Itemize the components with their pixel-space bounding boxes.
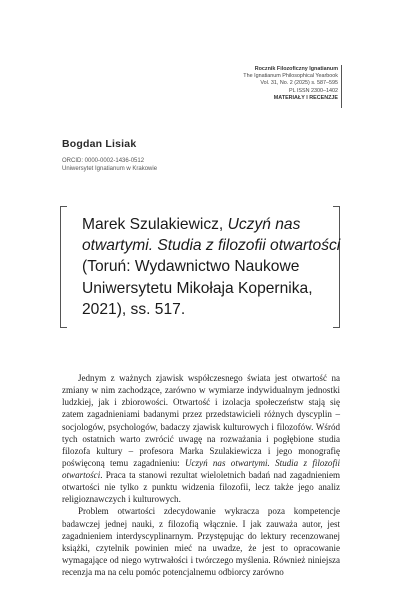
journal-name: Rocznik Filozoficzny Ignatianum [254,66,338,72]
title-publication-info: (Toruń: Wydawnictwo Naukowe Uniwersytetu Mikołaja Kopernika, 2021), ss. 517. [82,258,313,318]
author-affiliation: Uniwersytet Ignatianum w Krakowie [62,166,158,172]
paragraph-1-text-a: Jednym z ważnych zjawisk współczesnego świata jest otwartość na zmiany w nim zachodzące, zarówno w wymiarze indywidualnym jednostki ludzkiej, jak i zbiorowości. Otwartość i izolacja społeczeństw stają się zatem zagadnieniami badanymi przez przedstawicieli różnych dyscyplin – socjologów, psychologów, badaczy zjawisk kulturowych i filozofów. Wśród tych ostatnich warto zwrócić uwagę na rozważania i pogłębione studia filozofa kultury – profesora Marka Szulakiewicza i jego monografię poświęconą temu zagadnieniu: [62,373,340,468]
paragraph-1-text-b: . Praca ta stanowi rezultat wieloletnich badań nad zagadnieniem otwartości nie tylko z punktu widzenia filozofii, lecz także jego analiz religioznawczych i kulturowych. [62,470,340,505]
article-body [62,372,340,578]
title-book-italic: Uczyń nas otwartymi. Studia z filozofii otwartości [82,216,341,255]
journal-issn: PL ISSN 2300–1402 [289,87,338,94]
journal-header [188,66,338,102]
author-affiliation-block [62,157,157,173]
title-author: Marek Szulakiewicz, [82,216,228,233]
journal-english-name: The Ignatianum Philosophical Yearbook [243,73,338,80]
paragraph-1 [62,372,340,505]
author-name: Bogdan Lisiak [62,138,137,150]
journal-header-rule [341,65,342,108]
paragraph-2: Problem otwartości zdecydowanie wykracza poza kompetencje badawczej jednej nauki, z filozofią włącznie. I jak zauważa autor, jest zagadnieniem interdyscyplinarnym. Przystępując do lektury recenzowanej książki, czytelnik powinien mieć na uwadze, że jest to opracowanie wymagające od niego wytrwałości i twórczego myślenia. Również niniejsza recenzja ma na celu pomóc potencjalnemu odbiorcy zarówno [62,506,340,577]
journal-volume: Vol. 31, No. 2 (2025) s. 587–595 [260,80,338,87]
author-orcid: ORCID: 0000-0002-1436-0512 [62,158,145,164]
review-title [82,214,344,320]
paragraph-1-book-title: Uczyń nas otwartymi. Studia z filozofii otwartości [62,457,340,480]
title-bracket-left [60,206,67,328]
journal-section: MATERIAŁY I RECENZJE [273,94,338,101]
